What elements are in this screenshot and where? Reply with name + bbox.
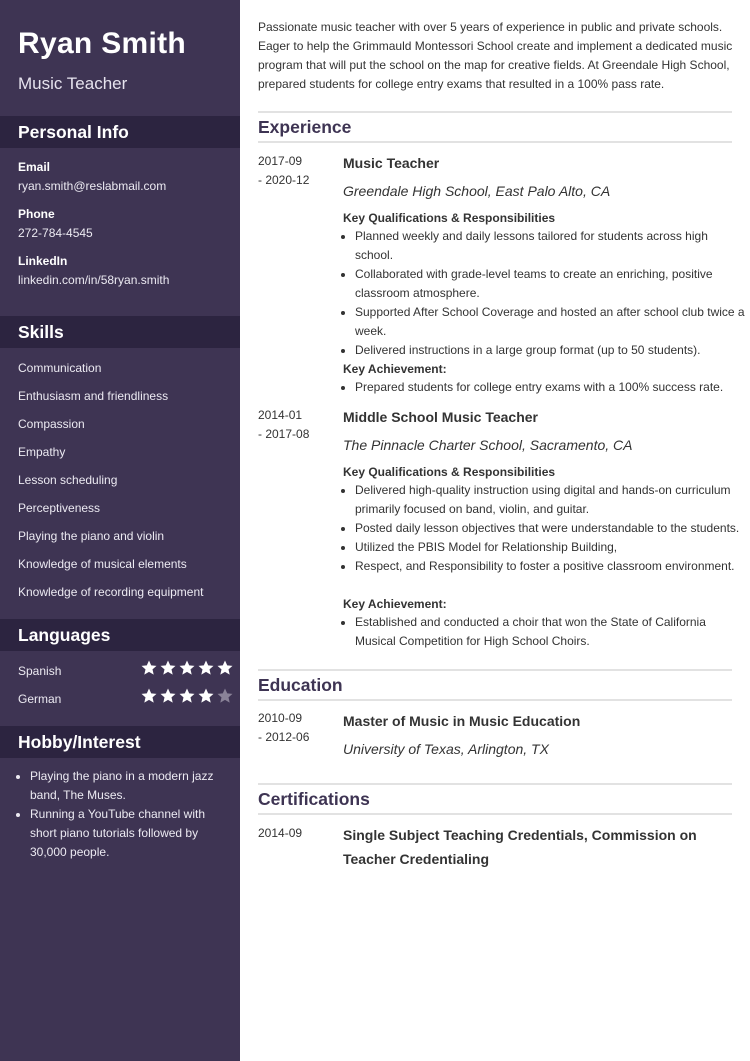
candidate-name: Ryan Smith — [18, 27, 187, 60]
email-value[interactable]: ryan.smith@reslabmail.com — [18, 179, 167, 193]
list-item: • Delivered high-quality instruction using digital and hands-on curriculum primarily focused on band, violin, and guitar. — [355, 481, 745, 519]
star-filled-icon — [216, 659, 234, 677]
skill-item: Knowledge of recording equipment — [18, 585, 204, 599]
job-responsibilities — [343, 481, 745, 576]
language-name-german: German — [18, 692, 62, 706]
skill-item: Enthusiasm and friendliness — [18, 389, 169, 403]
skill-item: Playing the piano and violin — [18, 529, 165, 543]
language-name-spanish: Spanish — [18, 664, 62, 678]
job-date-end: - 2020-12 — [258, 173, 310, 187]
star-filled-icon — [159, 659, 177, 677]
section-divider — [258, 813, 732, 815]
hobby-list — [18, 767, 230, 862]
job-kq-label: Key Qualifications & Responsibilities — [343, 211, 556, 225]
list-item: • Supported After School Coverage and hosted an after school club twice a week. — [355, 303, 745, 341]
job-achievements — [343, 613, 745, 651]
skill-item: Empathy — [18, 445, 66, 459]
list-item: • Prepared students for college entry exams with a 100% success rate. — [355, 378, 745, 397]
skill-item: Communication — [18, 361, 102, 375]
personal-info-heading: Personal Info — [18, 122, 129, 142]
sidebar — [0, 0, 240, 1061]
certifications-heading: Certifications — [258, 789, 370, 809]
skill-item: Lesson scheduling — [18, 473, 118, 487]
personal-info-header — [0, 116, 240, 148]
education-date-end: - 2012-06 — [258, 730, 310, 744]
education-heading: Education — [258, 675, 343, 695]
list-item: • Planned weekly and daily lessons tailored for students across high school. — [355, 227, 745, 265]
languages-heading: Languages — [18, 625, 111, 645]
skills-header — [0, 316, 240, 348]
section-divider — [258, 111, 732, 113]
linkedin-value[interactable]: linkedin.com/in/58ryan.smith — [18, 273, 170, 287]
job-date-start: 2014-01 — [258, 408, 303, 422]
hobby-heading: Hobby/Interest — [18, 732, 141, 752]
job-date-end: - 2017-08 — [258, 427, 310, 441]
star-filled-icon — [197, 687, 215, 705]
certification-date: 2014-09 — [258, 826, 303, 840]
language-rating-spanish — [140, 659, 235, 677]
languages-header — [0, 619, 240, 651]
star-filled-icon — [197, 659, 215, 677]
education-degree: Master of Music in Music Education — [343, 713, 581, 729]
job-responsibilities — [343, 227, 745, 360]
section-divider — [258, 783, 732, 785]
education-school: University of Texas, Arlington, TX — [343, 741, 549, 757]
hobby-header — [0, 726, 240, 758]
star-filled-icon — [178, 687, 196, 705]
job-company: The Pinnacle Charter School, Sacramento, CA — [343, 437, 633, 453]
list-item: • Respect, and Responsibility to foster a positive classroom environment. — [355, 557, 745, 576]
job-company: Greendale High School, East Palo Alto, CA — [343, 183, 611, 199]
star-filled-icon — [140, 659, 158, 677]
certification-title: Single Subject Teaching Credentials, Commission on Teacher Credentialing — [343, 827, 697, 867]
job-achievement-label: Key Achievement: — [343, 362, 447, 376]
list-item: • Posted daily lesson objectives that were understandable to the students. — [355, 519, 745, 538]
section-divider — [258, 141, 732, 143]
list-item: • Utilized the PBIS Model for Relationship Building, — [355, 538, 745, 557]
linkedin-label: LinkedIn — [18, 254, 68, 268]
skill-item: Compassion — [18, 417, 85, 431]
job-title: Music Teacher — [343, 155, 440, 171]
skill-item: Knowledge of musical elements — [18, 557, 187, 571]
star-filled-icon — [140, 687, 158, 705]
star-empty-icon — [216, 687, 234, 705]
phone-value[interactable]: 272-784-4545 — [18, 226, 93, 240]
profile-summary: Passionate music teacher with over 5 years of experience in public and private schools. Eager to help the Grimmauld Montessori School create and implement a dedicated music program that will put the school on the map for creative fields. At Greendale High School, prepared students for college entry exams that resulted in a 100% pass rate. — [258, 20, 733, 91]
experience-heading: Experience — [258, 117, 352, 137]
star-filled-icon — [178, 659, 196, 677]
candidate-title: Music Teacher — [18, 74, 128, 93]
job-date-start: 2017-09 — [258, 154, 303, 168]
job-achievements — [343, 378, 745, 397]
job-achievement-label: Key Achievement: — [343, 597, 447, 611]
education-date-start: 2010-09 — [258, 711, 303, 725]
list-item: • Established and conducted a choir that won the State of California Musical Competition for High School Choirs. — [355, 613, 745, 651]
list-item: • Collaborated with grade-level teams to create an enriching, positive classroom atmosphere. — [355, 265, 745, 303]
section-divider — [258, 669, 732, 671]
job-kq-label: Key Qualifications & Responsibilities — [343, 465, 556, 479]
skills-heading: Skills — [18, 322, 64, 342]
star-filled-icon — [159, 687, 177, 705]
section-divider — [258, 699, 732, 701]
hobby-item: • Running a YouTube channel with short piano tutorials followed by 30,000 people. — [30, 805, 230, 862]
hobby-item: • Playing the piano in a modern jazz band, The Muses. — [30, 767, 230, 805]
language-rating-german — [140, 687, 235, 705]
job-title: Middle School Music Teacher — [343, 409, 539, 425]
list-item: • Delivered instructions in a large group format (up to 50 students). — [355, 341, 745, 360]
skill-item: Perceptiveness — [18, 501, 101, 515]
phone-label: Phone — [18, 207, 55, 221]
email-label: Email — [18, 160, 51, 174]
